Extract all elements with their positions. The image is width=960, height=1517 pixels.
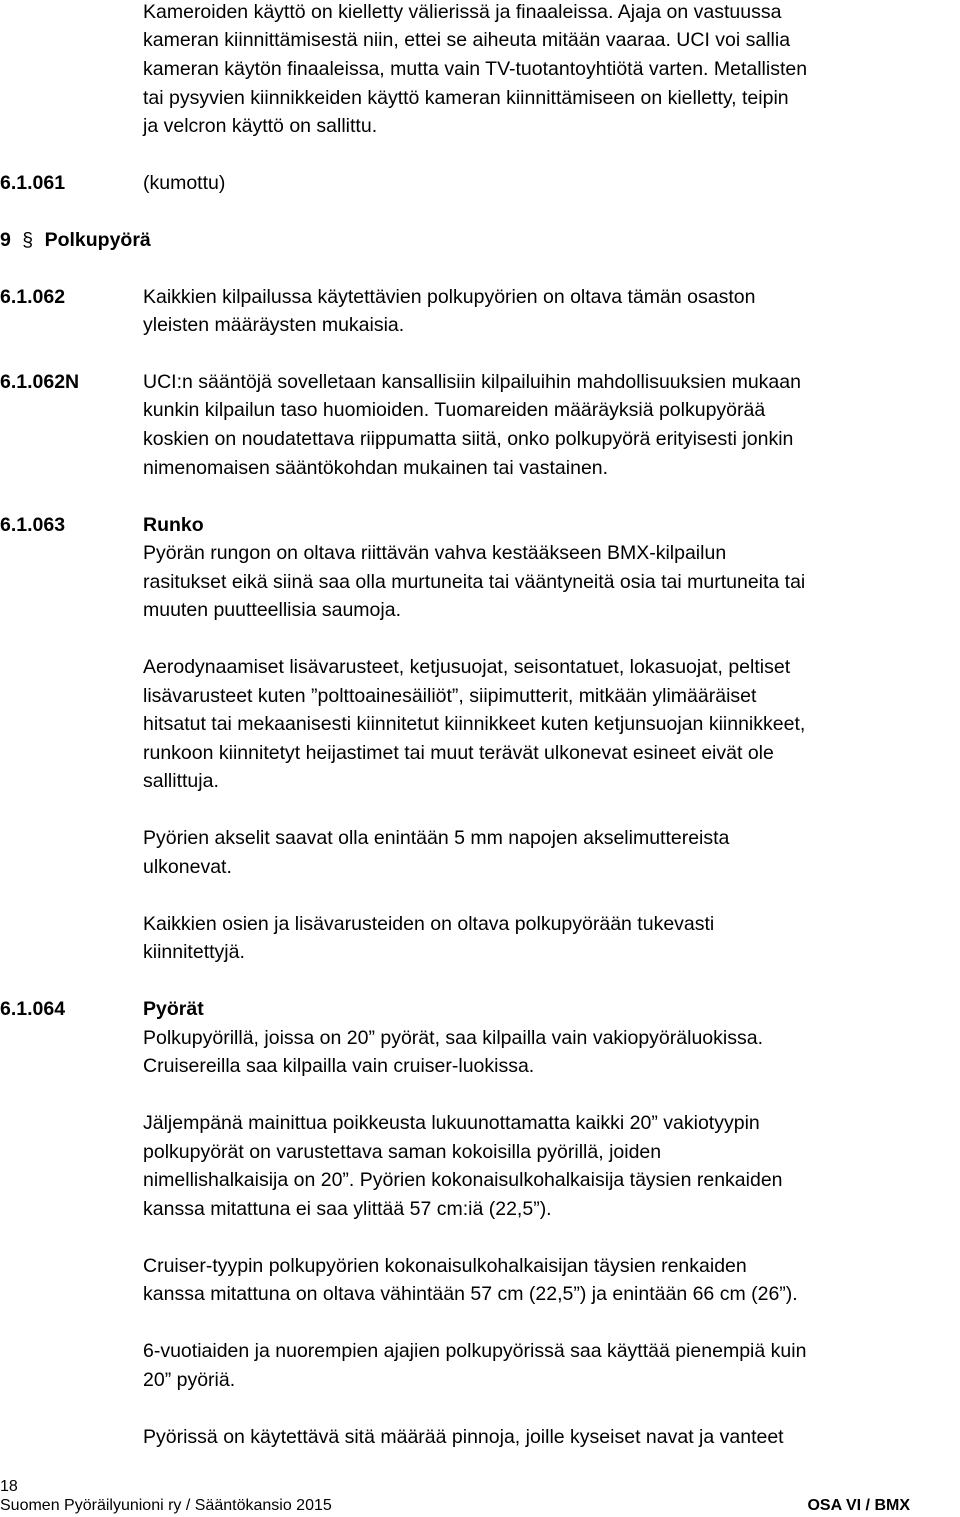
article-number: 6.1.062N [0, 371, 80, 393]
paragraph-line: 6-vuotiaiden ja nuorempien ajajien polkupyörissä saa käyttää pienempiä kuin [143, 1340, 807, 1362]
paragraph-line: kameran käytön finaaleissa, mutta vain TV-tuotantoyhtiötä varten. Metallisten [143, 58, 808, 80]
paragraph-line: Cruisereilla saa kilpailla vain cruiser-luokissa. [143, 1055, 535, 1077]
article-title: Pyörät [143, 998, 204, 1020]
footer-left: Suomen Pyöräilyunioni ry / Sääntökansio 2015 [0, 1497, 332, 1514]
paragraph-line: runkoon kiinnitetyt heijastimet tai muut terävät ulkonevat esineet eivät ole [143, 742, 774, 764]
article-title: Runko [143, 514, 204, 536]
article-number: 6.1.064 [0, 998, 66, 1020]
paragraph-line: kanssa mitattuna ei saa ylittää 57 cm:iä (22,5”). [143, 1198, 552, 1220]
paragraph-line: ulkonevat. [143, 856, 232, 878]
paragraph-line: tai pysyvien kiinnikkeiden käyttö kameran kiinnittämiseen on kielletty, teipin [143, 87, 789, 109]
article-number: 6.1.061 [0, 172, 66, 194]
paragraph-line: hitsatut tai mekaanisesti kiinnitetut kiinnikkeet kuten ketjunsuojan kiinnikkeet, [143, 713, 806, 735]
paragraph-line: yleisten määräysten mukaisia. [143, 314, 405, 336]
paragraph-line: Cruiser-tyypin polkupyörien kokonaisulkohalkaisijan täysien renkaiden [143, 1255, 747, 1277]
paragraph-line: 20” pyöriä. [143, 1369, 236, 1391]
paragraph-line: polkupyörät on varustettava saman kokoisilla pyörillä, joiden [143, 1141, 662, 1163]
paragraph-line: muuten puutteellisia saumoja. [143, 599, 401, 621]
paragraph-line: kanssa mitattuna on oltava vähintään 57 cm (22,5”) ja enintään 66 cm (26”). [143, 1283, 798, 1305]
paragraph-line: UCI:n sääntöjä sovelletaan kansallisiin kilpailuihin mahdollisuuksien mukaan [143, 371, 801, 393]
paragraph-line: Pyörissä on käytettävä sitä määrää pinnoja, joille kyseiset navat ja vanteet [143, 1426, 784, 1448]
paragraph-line: Pyörien akselit saavat olla enintään 5 mm napojen akselimuttereista [143, 827, 730, 849]
paragraph-line: ja velcron käyttö on sallittu. [143, 115, 378, 137]
footer-right: OSA VI / BMX [807, 1497, 910, 1514]
paragraph-line: nimellishalkaisija on 20”. Pyörien kokonaisulkohalkaisija täysien renkaiden [143, 1169, 783, 1191]
paragraph-line: Kaikkien osien ja lisävarusteiden on oltava polkupyörään tukevasti [143, 913, 715, 935]
paragraph-line: kameran kiinnittämisestä niin, ettei se aiheuta mitään vaaraa. UCI voi sallia [143, 29, 791, 51]
paragraph-line: Polkupyörillä, joissa on 20” pyörät, saa kilpailla vain vakiopyöräluokissa. [143, 1027, 763, 1049]
chapter-number: 9 [0, 229, 11, 251]
paragraph-line: Pyörän rungon on oltava riittävän vahva kestääkseen BMX-kilpailun [143, 542, 727, 564]
paragraph-line: Kaikkien kilpailussa käytettävien polkupyörien on oltava tämän osaston [143, 286, 756, 308]
paragraph-line: lisävarusteet kuten ”polttoainesäiliöt”, siipimutterit, mitkään ylimääräiset [143, 685, 757, 707]
paragraph-line: nimenomaisen sääntökohdan mukainen tai vastainen. [143, 457, 609, 479]
chapter-heading [0, 228, 151, 252]
paragraph-line: Jäljempänä mainittua poikkeusta lukuunottamatta kaikki 20” vakiotyypin [143, 1112, 760, 1134]
paragraph-line: kunkin kilpailun taso huomioiden. Tuomareiden määräyksiä polkupyörää [143, 399, 766, 421]
paragraph-line: kiinnitettyjä. [143, 941, 245, 963]
paragraph-line: sallittuja. [143, 770, 219, 792]
paragraph-line: Aerodynaamiset lisävarusteet, ketjusuojat, seisontatuet, lokasuojat, peltiset [143, 656, 791, 678]
article-number: 6.1.062 [0, 286, 66, 308]
paragraph-line: rasitukset eikä siinä saa olla murtuneita tai vääntyneitä osia tai murtuneita tai [143, 571, 806, 593]
chapter-title: Polkupyörä [44, 229, 151, 251]
article-text: (kumottu) [143, 172, 226, 194]
article-number: 6.1.063 [0, 514, 66, 536]
page-number: 18 [0, 1478, 18, 1495]
section-sign-icon: § [22, 229, 34, 251]
paragraph-line: koskien on noudatettava riippumatta siitä, onko polkupyörä erityisesti jonkin [143, 428, 794, 450]
paragraph-line: Kameroiden käyttö on kielletty välierissä ja finaaleissa. Ajaja on vastuussa [143, 1, 782, 23]
